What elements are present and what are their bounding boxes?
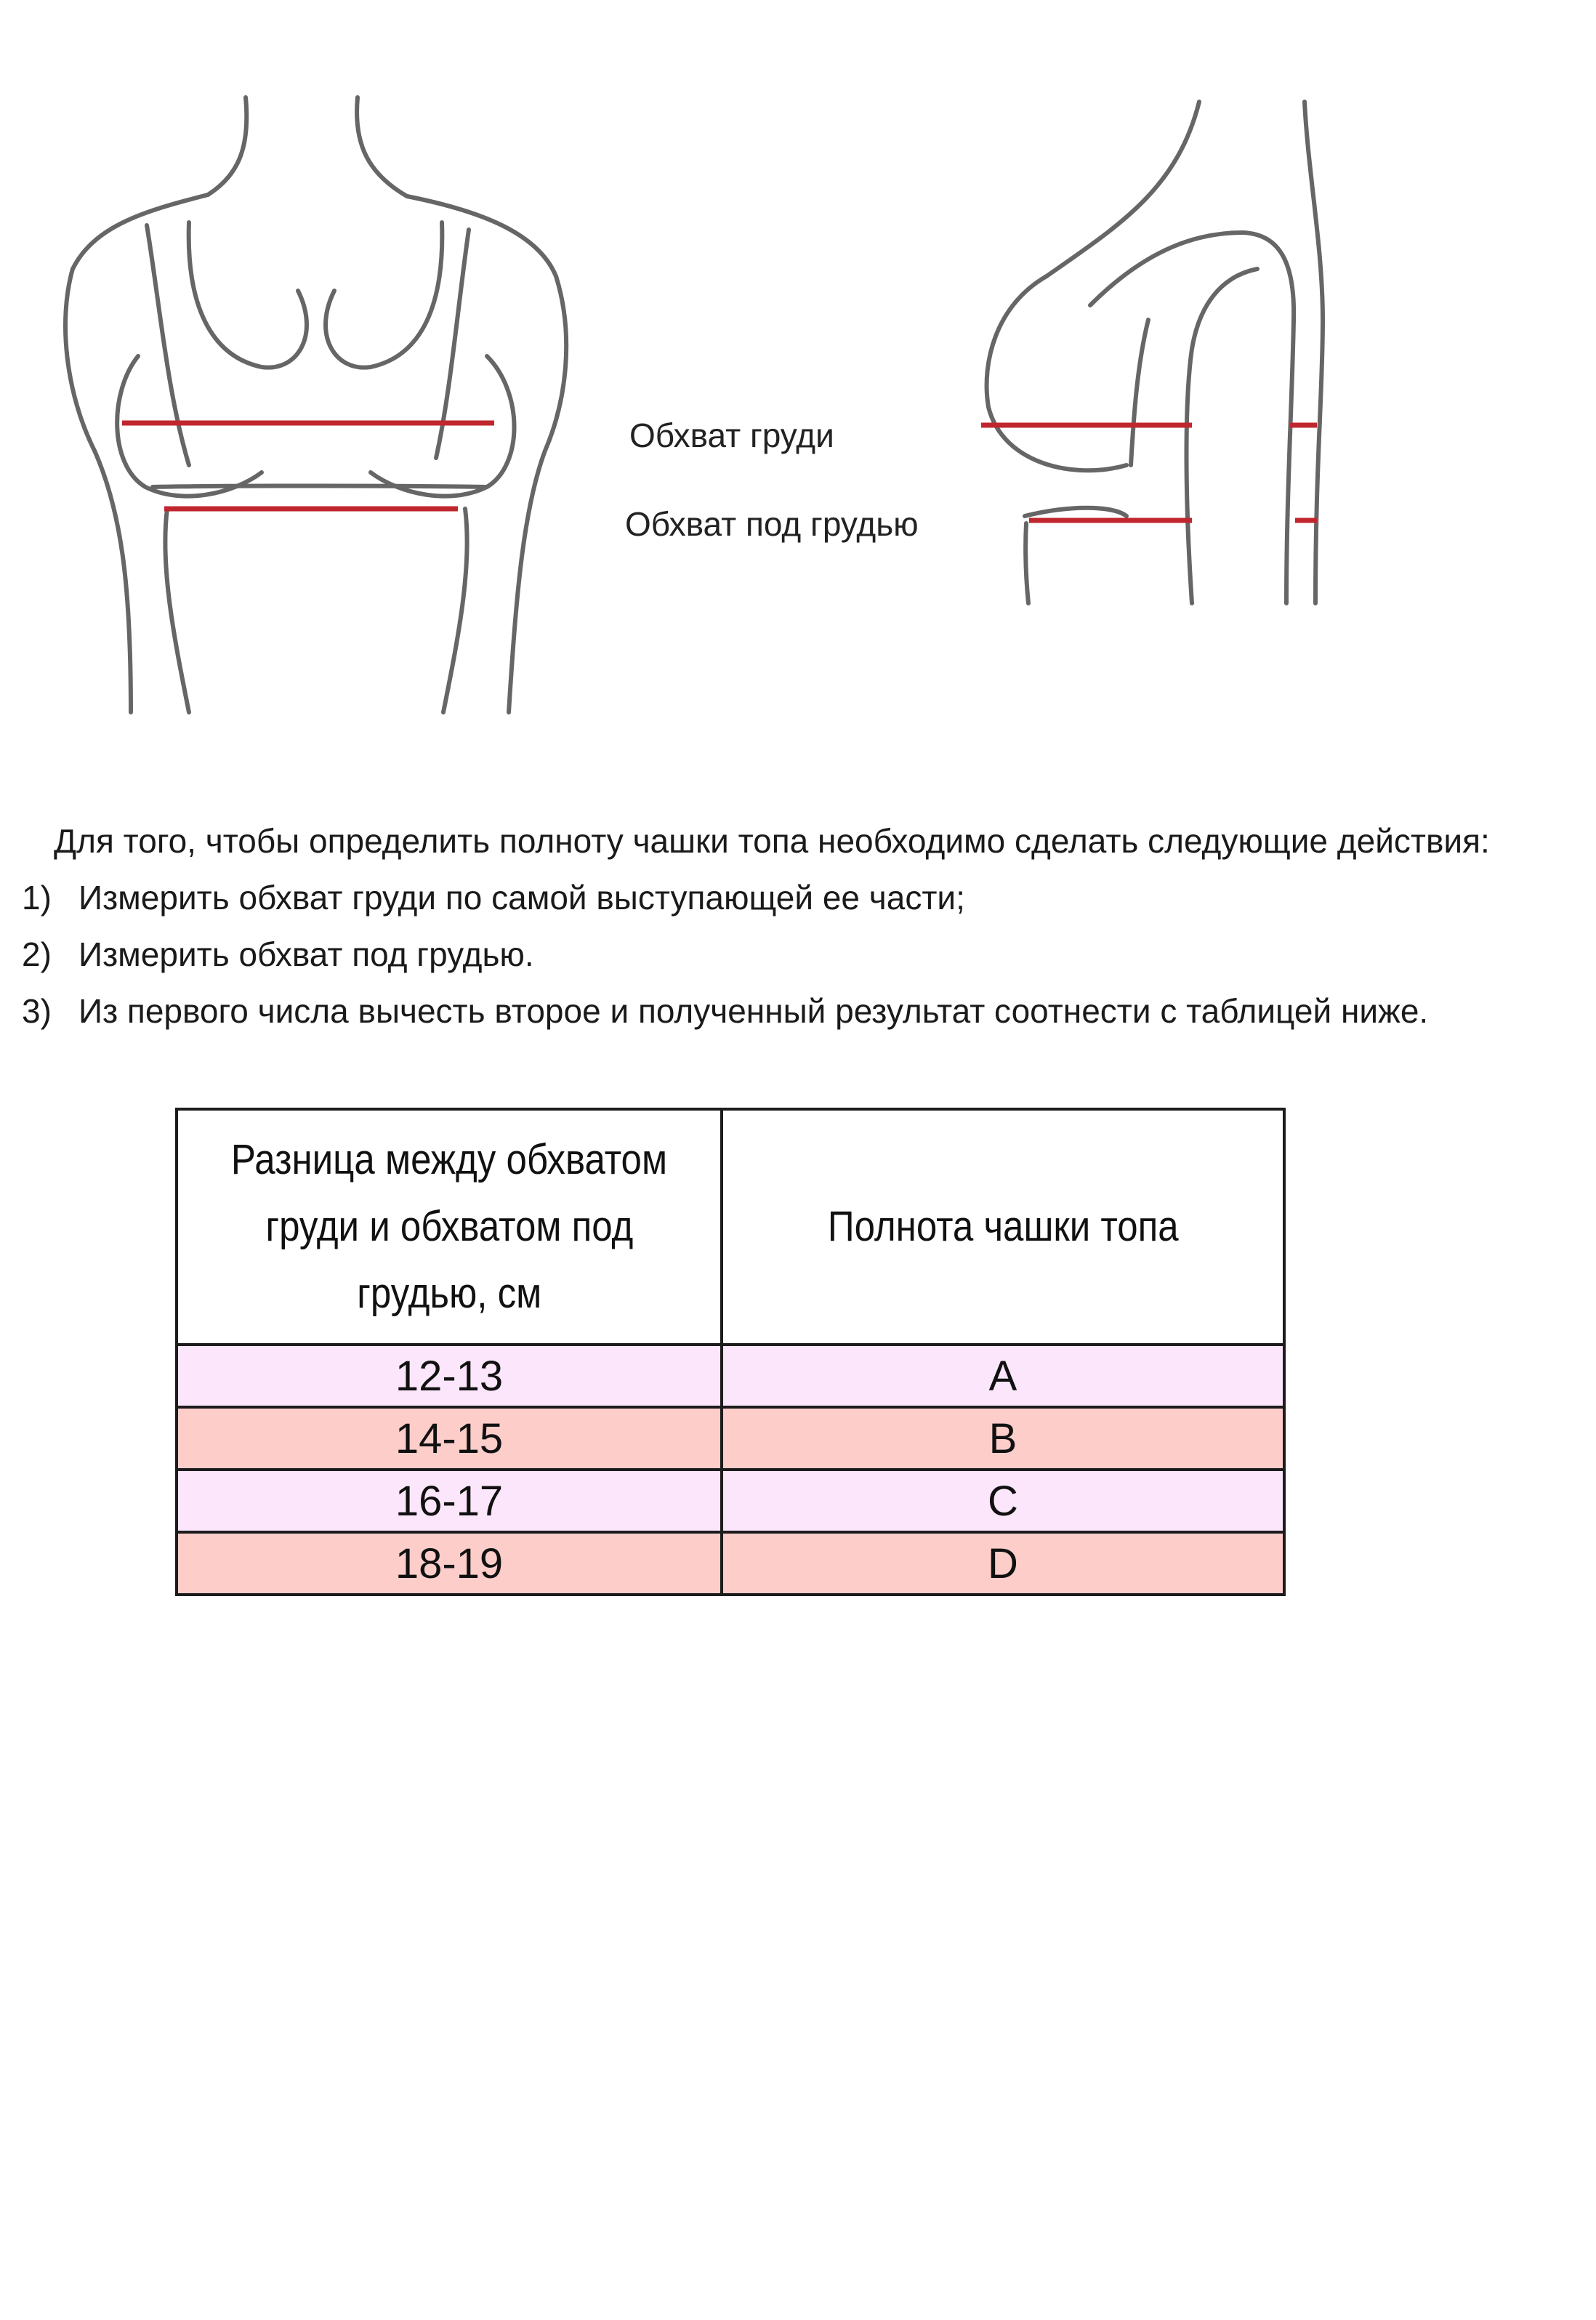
cup-cell: B: [722, 1407, 1284, 1470]
instructions: [22, 813, 1584, 1039]
difference-column-header: [177, 1109, 722, 1345]
cup-size-table: [175, 1108, 1286, 1596]
instructions-intro: Для того, чтобы определить полноту чашки топа необходимо сделать следующие действия:: [54, 822, 1490, 860]
instruction-step: [22, 926, 1584, 983]
instruction-step: [22, 983, 1584, 1039]
table-row: [177, 1407, 1284, 1470]
step-text: Из первого числа вычесть второе и полученный результат соотнести с таблицей ниже.: [78, 992, 1429, 1030]
difference-header-line-3: грудью, см: [357, 1270, 541, 1317]
difference-cell: 14-15: [177, 1407, 722, 1470]
cup-column-header: [722, 1109, 1284, 1345]
cup-header-text: Полнота чашки топа: [827, 1203, 1179, 1250]
instruction-step: [22, 869, 1584, 926]
cup-cell: A: [722, 1345, 1284, 1407]
front-torso-illustration: [44, 87, 596, 727]
step-number: 1): [22, 879, 52, 917]
cup-cell: C: [722, 1470, 1284, 1532]
table-row: [177, 1532, 1284, 1595]
difference-cell: 12-13: [177, 1345, 722, 1407]
step-text: Измерить обхват под грудью.: [78, 935, 534, 973]
difference-cell: 16-17: [177, 1470, 722, 1532]
side-torso-illustration: [959, 87, 1366, 611]
table-row: [177, 1470, 1284, 1532]
bust-label: Обхват груди: [629, 416, 834, 454]
underbust-label: Обхват под грудью: [625, 505, 919, 543]
difference-cell: 18-19: [177, 1532, 722, 1595]
step-number: 3): [22, 992, 52, 1030]
cup-cell: D: [722, 1532, 1284, 1595]
difference-header-line-2: груди и обхватом под: [265, 1203, 633, 1250]
difference-header-line-1: Разница между обхватом: [230, 1136, 668, 1183]
step-number: 2): [22, 935, 52, 973]
step-text: Измерить обхват груди по самой выступающей ее части;: [78, 879, 965, 917]
table-header-row: [177, 1109, 1284, 1345]
table-row: [177, 1345, 1284, 1407]
